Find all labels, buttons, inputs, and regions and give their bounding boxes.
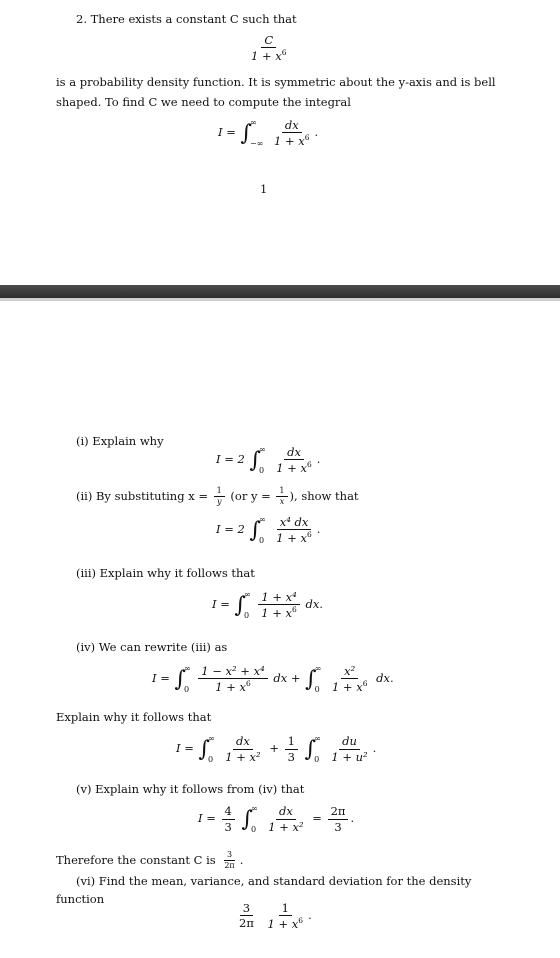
density-fraction: $\frac{C}{1 + x^6}$ xyxy=(251,33,287,63)
part-v-text: (v) Explain why it follows from (iv) that xyxy=(76,782,305,796)
final-density-expression: $\frac{3}{2\pi}$ $\frac{1}{1 + x^6}$ . xyxy=(239,901,312,931)
part-i-text: (i) Explain why xyxy=(76,434,164,448)
page-divider-shadow xyxy=(0,298,560,301)
equation-iii: I = ∫ ∞ 0 $\frac{\text{1 + x⁴}}{1 + x^6}$ dx. xyxy=(212,590,323,620)
equation-i: I = 2 ∫ ∞ 0 $\frac{dx}{1 + x^6}$ . xyxy=(216,445,321,475)
equation-v-intermediate: I = ∫ ∞ 0 $\frac{dx}{\text{1 + x²}}$ + $\frac{1}{3}$ ∫ ∞ 0 $\frac{du}{\text{1 + u²}}$ . xyxy=(176,734,377,764)
fraction-numerator: C xyxy=(261,34,276,48)
body-text-line2: shaped. To find C we need to compute the integral xyxy=(56,95,351,109)
part-iii-text: (iii) Explain why it follows that xyxy=(76,566,255,580)
integral-equation: I = ∫ ∞ −∞ $\frac{dx}{1 + x^6}$ . xyxy=(218,118,319,148)
part-iv-text: (iv) We can rewrite (iii) as xyxy=(76,640,228,654)
part-ii-text: (ii) By substituting x = $\frac{1}{y}$ (or y = $\frac{1}{x}$ ), show that xyxy=(76,486,359,507)
equation-iv: I = ∫ ∞ 0 $\frac{\text{1 − x² + x⁴}}{1 + x^6}$ dx + ∫ ∞ 0 $\frac{\text{x²}}{1 + x^6}$ dx. xyxy=(152,664,394,694)
body-text-line1: is a probability density function. It is symmetric about the y-axis and is bell xyxy=(56,75,496,89)
equation-v: I = $\frac{4}{3}$ ∫ ∞ 0 $\frac{dx}{\text{1 + x²}}$ = $\frac{2\pi}{3}$ . xyxy=(198,804,355,834)
therefore-text: Therefore the constant C is $\frac{3}{2\pi}$ . xyxy=(56,850,244,871)
problem-heading: 2. There exists a constant C such that xyxy=(76,12,297,26)
page-number: 1 xyxy=(260,182,268,196)
part-vi-line1: (vi) Find the mean, variance, and standard deviation for the density xyxy=(76,874,472,888)
page-divider xyxy=(0,285,560,298)
integral-sign: ∫ xyxy=(240,120,252,146)
equation-ii: I = 2 ∫ ∞ 0 $\frac{\text{x⁴ dx}}{1 + x^6}$ . xyxy=(216,515,321,545)
explain-text: Explain why it follows that xyxy=(56,710,212,724)
part-vi-line2: function xyxy=(56,892,105,906)
